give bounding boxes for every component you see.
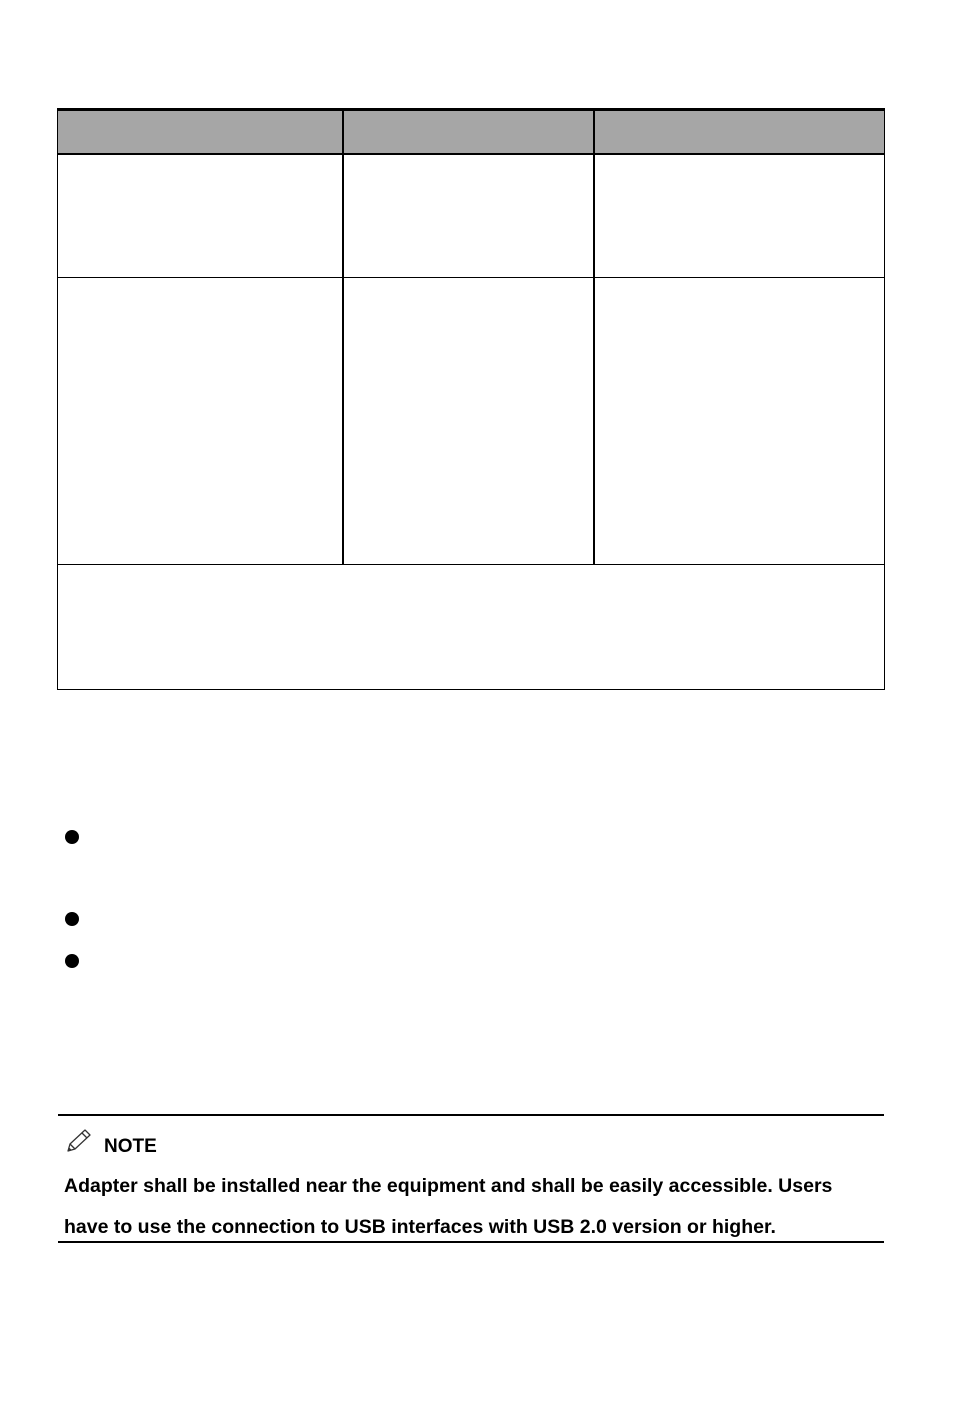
table-cell <box>594 154 885 278</box>
bullet-icon <box>65 912 79 926</box>
table-header-cell <box>343 110 594 155</box>
spec-table <box>57 108 885 690</box>
note-line: Adapter shall be installed near the equipment and shall be easily accessible. Users <box>64 1175 833 1197</box>
bullet-icon <box>65 830 79 844</box>
table-cell <box>594 278 885 565</box>
table-header-row <box>58 110 885 155</box>
note-header <box>64 1126 157 1156</box>
note-box <box>58 1114 884 1243</box>
table-row <box>58 278 885 565</box>
table-footer-row <box>58 565 885 690</box>
note-body <box>64 1166 864 1248</box>
table-header-cell <box>58 110 343 155</box>
table-row <box>58 154 885 278</box>
table-footer-cell <box>58 565 885 690</box>
table-header-cell <box>594 110 885 155</box>
table-cell <box>58 154 343 278</box>
table-cell <box>58 278 343 565</box>
note-line: have to use the connection to USB interfaces with USB 2.0 version or higher. <box>64 1216 776 1238</box>
bullet-icon <box>65 954 79 968</box>
table-cell <box>343 154 594 278</box>
pencil-icon <box>64 1127 94 1155</box>
note-title: NOTE <box>104 1136 157 1157</box>
table-cell <box>343 278 594 565</box>
